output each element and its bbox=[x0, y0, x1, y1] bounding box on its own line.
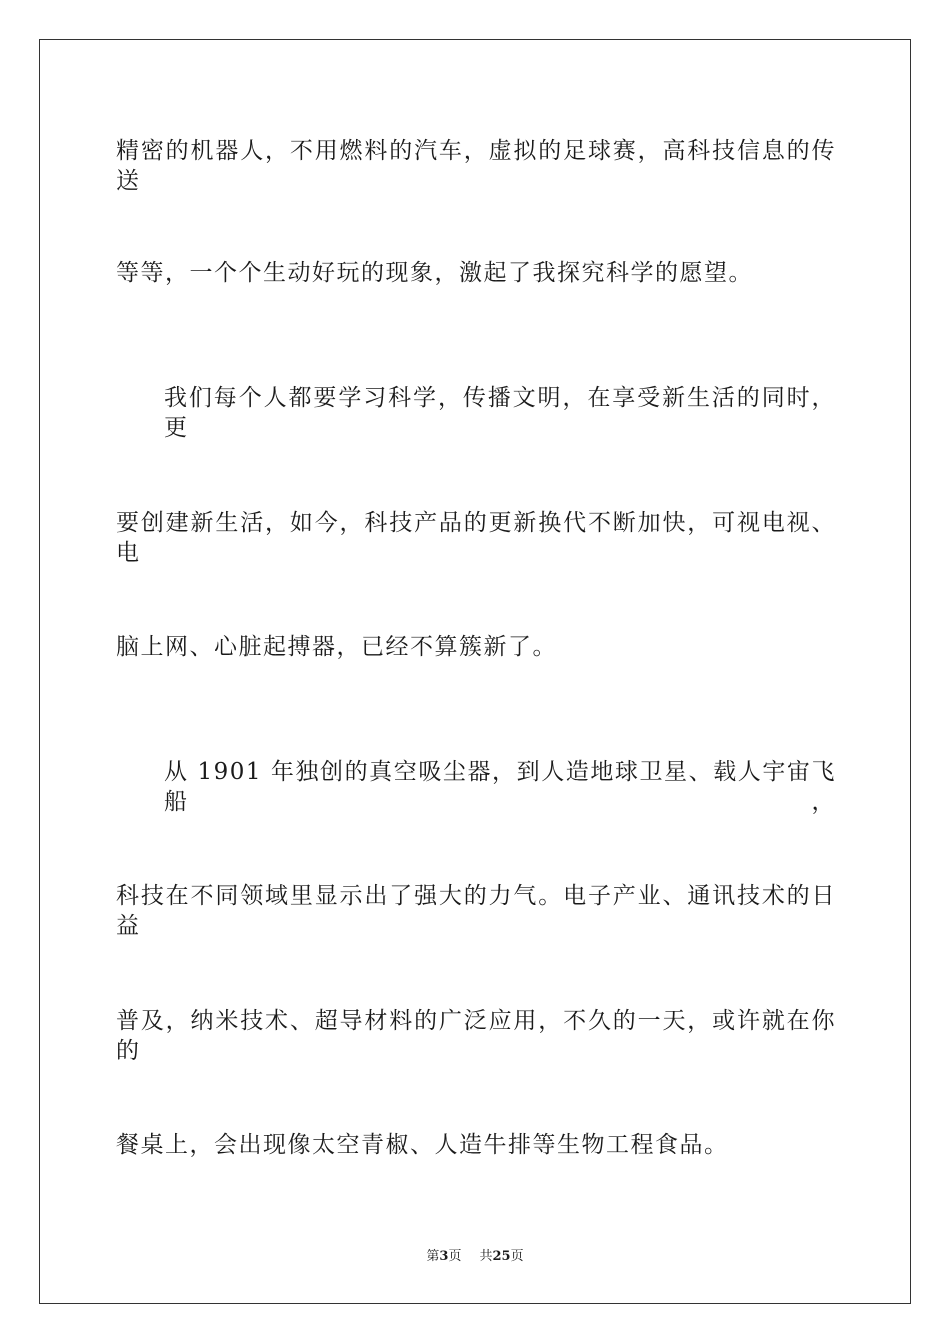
page-border bbox=[39, 39, 911, 1304]
text-line-1: 精密的机器人，不用燃料的汽车，虚拟的足球赛，高科技信息的传送 bbox=[116, 138, 836, 194]
page-number: 3 bbox=[439, 1249, 449, 1264]
text-line-5: 脑上网、心脏起搏器，已经不算簇新了。 bbox=[116, 634, 557, 660]
text-line-7: 科技在不同领域里显示出了强大的力气。电子产业、通讯技术的日益 bbox=[116, 883, 836, 939]
text-line-9: 餐桌上，会出现像太空青椒、人造牛排等生物工程食品。 bbox=[116, 1132, 729, 1158]
text-line-8: 普及，纳米技术、超导材料的广泛应用，不久的一天，或许就在你的 bbox=[116, 1008, 836, 1064]
page-suffix: 页 bbox=[448, 1249, 462, 1264]
text-line-6: 从 1901 年独创的真空吸尘器，到人造地球卫星、载人宇宙飞船， bbox=[164, 759, 836, 815]
total-pages: 25 bbox=[492, 1249, 511, 1264]
text-line-4: 要创建新生活，如今，科技产品的更新换代不断加快，可视电视、电 bbox=[116, 510, 836, 566]
total-prefix: 共 bbox=[479, 1249, 493, 1264]
page-footer bbox=[0, 1248, 950, 1266]
text-line-2: 等等，一个个生动好玩的现象，激起了我探究科学的愿望。 bbox=[116, 260, 753, 286]
text-line-3: 我们每个人都要学习科学，传播文明，在享受新生活的同时，更 bbox=[164, 385, 836, 441]
total-suffix: 页 bbox=[510, 1249, 524, 1264]
page-prefix: 第 bbox=[426, 1249, 440, 1264]
